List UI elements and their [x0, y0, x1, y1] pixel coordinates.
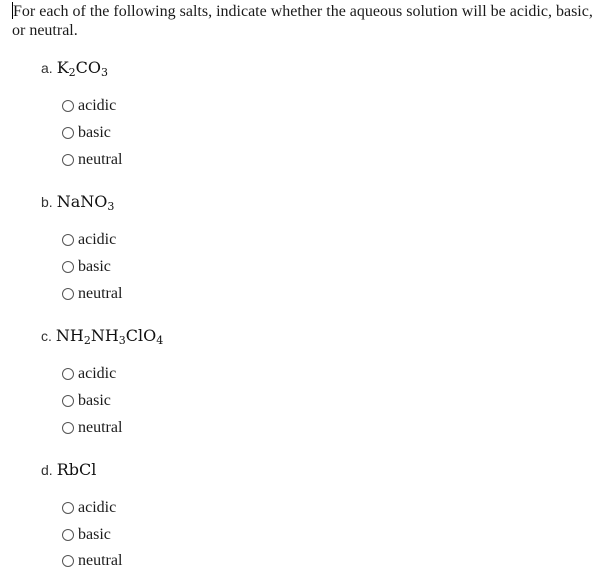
- formula-text: K: [56, 58, 69, 77]
- radio-button[interactable]: [62, 100, 74, 112]
- radio-button[interactable]: [62, 502, 74, 514]
- part-formula: [57, 192, 115, 211]
- part-formula: [56, 326, 163, 345]
- formula-subscript: 2: [83, 334, 91, 347]
- option-label: acidic: [78, 499, 117, 516]
- part-d-option-neutral[interactable]: [62, 551, 122, 571]
- option-label: basic: [78, 258, 111, 275]
- formula-text: CO: [75, 58, 101, 77]
- formula-subscript: 3: [118, 334, 126, 347]
- option-label: neutral: [78, 552, 123, 569]
- formula-subscript: 4: [156, 334, 164, 347]
- question-text: For each of the following salts, indicate whether the aqueous solution will be acidic, basic, or neutral.: [12, 3, 593, 39]
- option-label: acidic: [78, 231, 117, 248]
- option-label: neutral: [78, 151, 123, 168]
- option-label: neutral: [78, 285, 123, 302]
- part-c-heading: [41, 326, 163, 347]
- part-a-option-neutral[interactable]: [62, 150, 122, 170]
- radio-button[interactable]: [62, 555, 74, 567]
- radio-button[interactable]: [62, 127, 74, 139]
- radio-button[interactable]: [62, 422, 74, 434]
- radio-button[interactable]: [62, 154, 74, 166]
- part-b-option-basic[interactable]: [62, 257, 111, 277]
- radio-button[interactable]: [62, 261, 74, 273]
- radio-button[interactable]: [62, 368, 74, 380]
- formula-text: RbCl: [56, 460, 97, 479]
- part-letter: b.: [41, 194, 53, 210]
- formula-text: NH: [55, 326, 84, 345]
- part-a-option-basic[interactable]: [62, 123, 111, 143]
- question-prompt: [12, 2, 602, 40]
- formula-text: ClO: [125, 326, 157, 345]
- formula-subscript: 2: [68, 66, 76, 79]
- part-c-option-acidic[interactable]: [62, 364, 116, 384]
- radio-button[interactable]: [62, 288, 74, 300]
- part-d-option-acidic[interactable]: [62, 498, 116, 518]
- option-label: acidic: [78, 365, 117, 382]
- formula-subscript: 3: [107, 200, 115, 213]
- formula-subscript: 3: [101, 66, 108, 79]
- part-b-option-neutral[interactable]: [62, 284, 122, 304]
- radio-button[interactable]: [62, 234, 74, 246]
- option-label: basic: [78, 526, 111, 543]
- part-a-option-acidic[interactable]: [62, 96, 116, 116]
- part-b-heading: [41, 192, 114, 213]
- part-d-heading: [41, 460, 96, 481]
- formula-text: NaNO: [56, 192, 108, 211]
- part-letter: d.: [41, 462, 53, 478]
- part-c-option-basic[interactable]: [62, 391, 111, 411]
- option-label: neutral: [78, 419, 123, 436]
- part-d-option-basic[interactable]: [62, 525, 111, 545]
- part-letter: c.: [41, 328, 52, 344]
- part-b-option-acidic[interactable]: [62, 230, 116, 250]
- part-a-heading: [41, 58, 108, 79]
- formula-text: NH: [90, 326, 119, 345]
- part-formula: [57, 58, 108, 77]
- part-letter: a.: [41, 60, 53, 76]
- option-label: basic: [78, 124, 111, 141]
- radio-button[interactable]: [62, 529, 74, 541]
- option-label: basic: [78, 392, 111, 409]
- part-c-option-neutral[interactable]: [62, 418, 122, 438]
- part-formula: [57, 460, 97, 479]
- option-label: acidic: [78, 97, 117, 114]
- radio-button[interactable]: [62, 395, 74, 407]
